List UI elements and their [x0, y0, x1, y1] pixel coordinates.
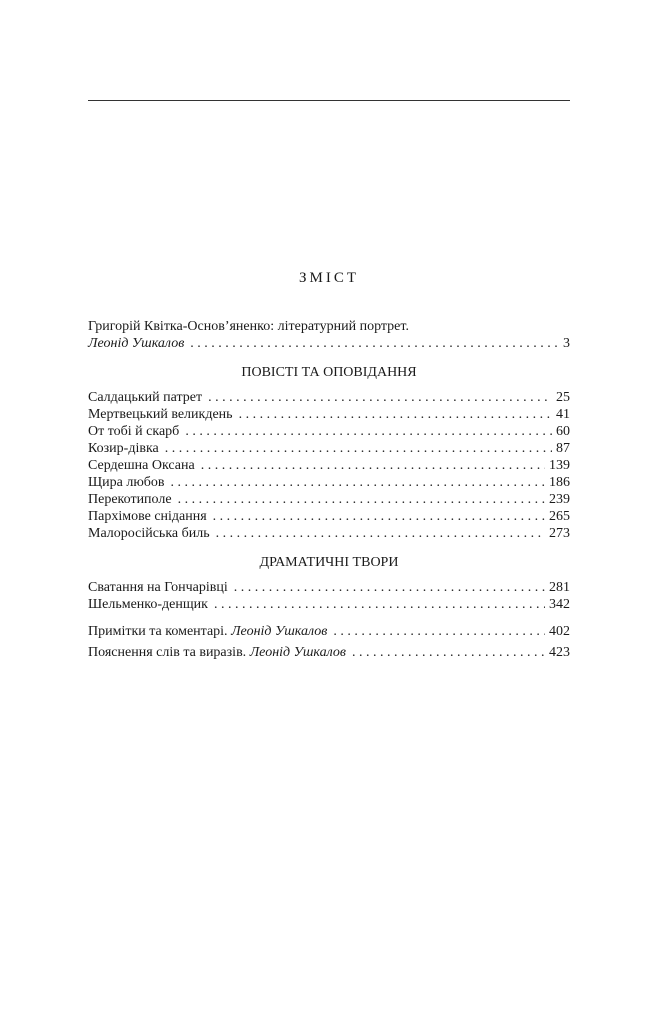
toc-entry-page: 265	[549, 509, 570, 524]
toc-entry-page: 60	[556, 424, 570, 439]
leader-dots	[214, 596, 545, 613]
appendix-entry	[88, 644, 570, 661]
leader-dots	[178, 491, 545, 508]
toc-entry	[88, 406, 570, 423]
toc-entry	[88, 440, 570, 457]
toc-entry-page: 273	[549, 526, 570, 541]
leader-dots	[171, 474, 545, 491]
toc-entry-page: 186	[549, 475, 570, 490]
toc-entry	[88, 508, 570, 525]
leader-dots	[208, 389, 552, 406]
leader-dots	[185, 423, 552, 440]
leader-dots	[213, 508, 545, 525]
toc-entry	[88, 525, 570, 542]
toc-entry-title: Пархімове снідання	[88, 509, 207, 524]
toc-entry-title: От тобі й скарб	[88, 424, 180, 439]
toc-entry-page: 25	[556, 390, 570, 405]
section-heading-stories: ПОВІСТІ ТА ОПОВІДАННЯ	[241, 365, 417, 380]
toc-entry	[88, 457, 570, 474]
appendix-entry-label	[88, 644, 346, 661]
intro-entry-author: Леонід Ушкалов	[88, 336, 185, 351]
toc-entry-page: 342	[549, 597, 570, 612]
toc-entry-page: 281	[549, 580, 570, 595]
appendix-entry-author: Леонід Ушкалов	[249, 645, 346, 660]
toc-entry-title: Сердешна Оксана	[88, 458, 195, 473]
intro-entry-page: 3	[563, 336, 570, 351]
section-heading-dramas: ДРАМАТИЧНІ ТВОРИ	[259, 555, 399, 570]
toc-entry	[88, 596, 570, 613]
leader-dots	[190, 335, 559, 352]
spacer	[88, 613, 570, 623]
leader-dots	[216, 525, 545, 542]
intro-entry	[88, 335, 570, 352]
appendix-entry-page: 402	[549, 624, 570, 639]
toc-entry-title: Малоросійська биль	[88, 526, 210, 541]
intro-entry-title: Григорій Квітка-Основ’яненко: літературний портрет.	[88, 319, 409, 334]
toc-title: ЗМІСТ	[298, 270, 359, 286]
top-rule	[88, 100, 570, 101]
toc-entry-page: 239	[549, 492, 570, 507]
toc-entry-title: Щира любов	[88, 475, 165, 490]
toc-entry-page: 139	[549, 458, 570, 473]
toc-entry-title: Салдацький патрет	[88, 390, 203, 405]
toc-entry	[88, 579, 570, 596]
leader-dots	[201, 457, 545, 474]
leader-dots	[234, 579, 545, 596]
appendix-entry-page: 423	[549, 645, 570, 660]
intro-entry-author-wrap	[88, 335, 184, 352]
toc-entry-page: 87	[556, 441, 570, 456]
toc-entry-title: Сватання на Гончарівці	[88, 580, 228, 595]
leader-dots	[333, 623, 545, 640]
leader-dots	[352, 644, 545, 661]
toc-entry	[88, 423, 570, 440]
toc-entry-title: Мертвецький великдень	[88, 407, 233, 422]
toc-entry-title: Козир-дівка	[88, 441, 159, 456]
toc-entry-title: Шельменко-денщик	[88, 597, 208, 612]
toc-entry	[88, 389, 570, 406]
appendix-entry	[88, 623, 570, 640]
appendix-entry-title: Пояснення слів та виразів.	[88, 645, 247, 660]
toc-entry-title: Перекотиполе	[88, 492, 172, 507]
appendix-entry-title: Примітки та коментарі.	[88, 624, 228, 639]
toc-entry-page: 41	[556, 407, 570, 422]
leader-dots	[165, 440, 552, 457]
table-of-contents	[88, 270, 570, 661]
appendix-entry-label	[88, 623, 327, 640]
leader-dots	[239, 406, 552, 423]
toc-entry	[88, 491, 570, 508]
toc-entry	[88, 474, 570, 491]
appendix-entry-author: Леонід Ушкалов	[231, 624, 328, 639]
